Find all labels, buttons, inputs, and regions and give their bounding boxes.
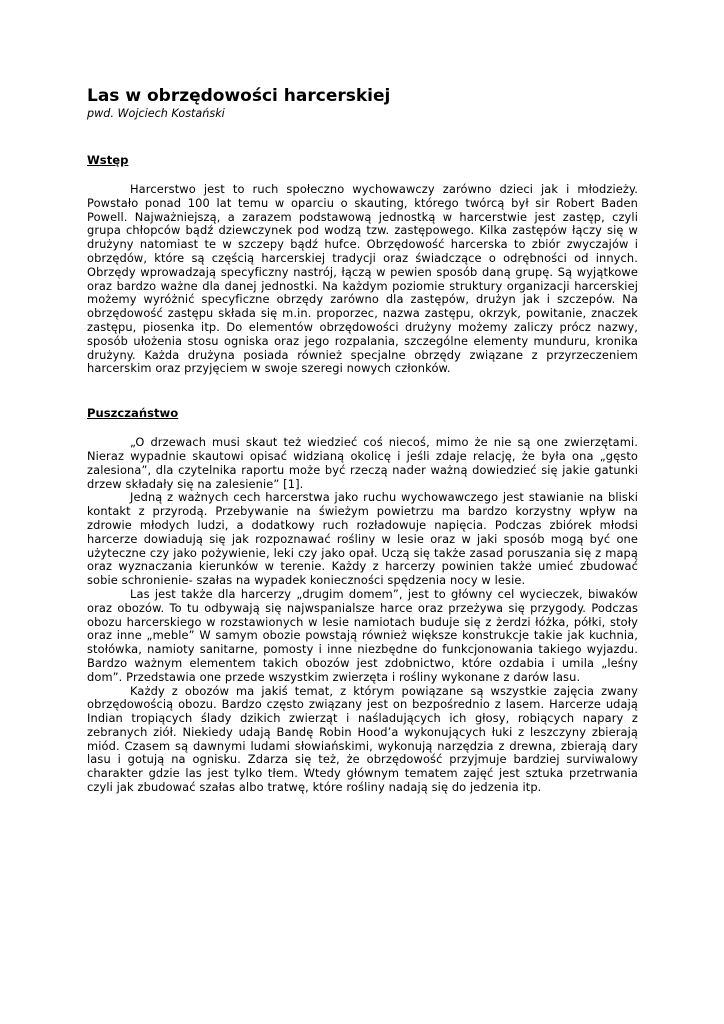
- section-heading-puszczanstwo: Puszczaństwo: [87, 406, 179, 421]
- paragraph-nature-contact: Jedną z ważnych cech harcerstwa jako ruchu wychowawczego jest stawianie na bliski kontakt z przyrodą. Przebywanie na świeżym powietrzu ma bardzo korzystny wpływ na zdrowie młodych ludzi, a dodatkowy ruch rozładowuje napięcia. Podczas zbiórek młodsi harcerze dowiadują się jak rozpoznawać rośliny w lesie oraz w jaki sposób mogą być one użyteczne czy jako pożywienie, leki czy jako opał. Uczą się także zasad poruszania się z mapą oraz wyznaczania kierunków w terenie. Każdy z harcerzy powinien także umieć zbudować sobie schronienie- szałas na wypadek konieczności spędzenia nocy w lesie.: [87, 490, 638, 588]
- paragraph-camp-themes: Każdy z obozów ma jakiś temat, z którym powiązane są wszystkie zajęcia zwany obrzędowością obozu. Bardzo często związany jest on bezpośrednio z lasem. Harcerze udają Indian tropiących ślady dzikich zwierząt i naśladujących ich głosy, robiących napary z zebranych ziół. Niekiedy udają Bandę Robin Hood’a wykonujących łuki z leszczyny zbierają miód. Czasem są dawnymi ludami słowiańskimi, wykonują narzędzia z drewna, zbierają dary lasu i gotują na ognisku. Zdarza się też, że obrzędowość przyjmuje bardziej surviwalowy charakter gdzie las jest tylko tłem. Wtedy głównym tematem zajęć jest sztuka przetrwania czyli jak zbudować szałas albo tratwę, które rośliny nadają się do jedzenia itp.: [87, 683, 638, 795]
- paragraph-quote: „O drzewach musi skaut też wiedzieć coś niecoś, mimo że nie są one zwierzętami. Nieraz wypadnie skautowi opisać widzianą okolicę i jeśli zdaje relację, że była ona „gęsto zalesiona”, dla czytelnika raportu może być rzeczą nader ważną dowiedzieć się jakie gatunki drzew składały się na zalesienie” [1].: [87, 435, 638, 491]
- document-page: [87, 86, 638, 795]
- document-title: Las w obrzędowości harcerskiej: [87, 86, 391, 106]
- section-heading-wstep: Wstęp: [87, 153, 129, 167]
- paragraph-intro: Harcerstwo jest to ruch społeczno wychowawczy zarówno dzieci jak i młodzieży. Powstało ponad 100 lat temu w oparciu o skauting, którego twórcą był sir Robert Baden Powell. Najważniejszą, a zarazem podstawową jednostką w harcerstwie jest zastęp, czyli grupa chłopców bądź dziewczynek pod wodzą tzw. zastępowego. Kilka zastępów łączy się w drużyny natomiast te w szczepy bądź hufce. Obrzędowość harcerska to zbiór zwyczajów i obrzędów, które są częścią harcerskiej tradycji oraz świadczące o odrębności od innych. Obrzędy wprowadzają specyficzny nastrój, łączą w pewien sposób daną grupę. Są wyjątkowe oraz bardzo ważne dla danej jednostki. Na każdym poziomie struktury organizacji harcerskiej możemy wyróżnić specyficzne obrzędy zarówno dla zastępów, drużyn jak i szczepów. Na obrzędowość zastępu składa się m.in. proporzec, nazwa zastępu, okrzyk, powitanie, znaczek zastępu, piosenka itp. Do elementów obrzędowości drużyny możemy zaliczy prócz nazwy, sposób ułożenia stosu ogniska oraz jego rozpalania, szczególne elementy munduru, kronika drużyny. Każda drużyna posiada również specjalne obrzędy związane z przyrzeczeniem harcerskim oraz przyjęciem w swoje szeregi nowych członków.: [87, 182, 638, 376]
- document-author: pwd. Wojciech Kostański: [87, 107, 225, 120]
- paragraph-second-home: Las jest także dla harcerzy „drugim domem”, jest to główny cel wycieczek, biwaków oraz obozów. To tu odbywają się najwspanialsze harce oraz przeżywa się przygody. Podczas obozu harcerskiego w rozstawionych w lesie namiotach buduje się z żerdzi łóżka, półki, stoły oraz inne „meble” W samym obozie powstają również większe konstrukcje takie jak kuchnia, stołówka, namioty sanitarne, pomosty i inne niezbędne do funkcjonowania takiego wyjazdu. Bardzo ważnym elementem takich obozów jest zdobnictwo, które ozdabia i umila „leśny dom”. Przedstawia one przede wszystkim zwierzęta i rośliny wykonane z darów lasu.: [87, 586, 638, 684]
